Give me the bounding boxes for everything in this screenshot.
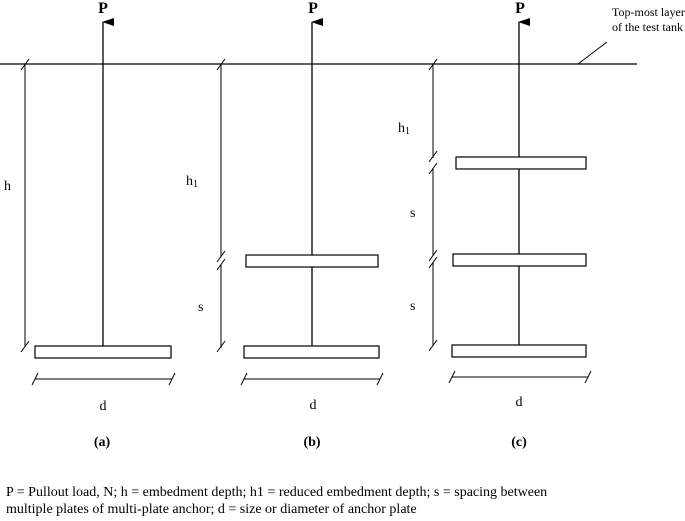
tank-note-leader (578, 42, 607, 64)
anchor-plate-middle (453, 254, 586, 266)
anchor-plate-bottom (452, 345, 586, 357)
diameter-label: d (99, 399, 107, 414)
depth-label: h (4, 179, 11, 194)
caption-line-1: P = Pullout load, N; h = embedment depth; h1 = reduced embedment depth; s = spacing between (6, 485, 548, 500)
anchor-plate-lower (244, 346, 379, 358)
tank-note-line1: Top-most layer (612, 5, 685, 19)
reduced-depth-label: h1 (186, 174, 198, 190)
anchor-plate-upper (246, 255, 378, 267)
diameter-label: d (515, 395, 523, 410)
tank-note-line2: of the test tank (612, 20, 683, 34)
figure-caption (6, 484, 682, 518)
load-label: P (308, 0, 318, 17)
spacing-label: s (410, 206, 416, 221)
load-label: P (98, 0, 108, 17)
panel-a (4, 0, 175, 450)
diameter-label: d (309, 398, 317, 413)
reduced-depth-label: h1 (398, 121, 410, 137)
panel-label: (a) (93, 435, 111, 450)
caption-line-2: multiple plates of multi-plate anchor; d = size or diameter of anchor plate (6, 502, 417, 517)
spacing-label: s (410, 299, 416, 314)
anchor-plate-top (456, 157, 586, 169)
load-label: P (515, 0, 525, 17)
anchor-plate (35, 346, 171, 358)
panel-label: (c) (511, 435, 527, 450)
spacing-label: s (198, 300, 204, 315)
panel-b (186, 0, 383, 450)
panel-label: (b) (303, 435, 321, 450)
panel-c (398, 0, 591, 450)
